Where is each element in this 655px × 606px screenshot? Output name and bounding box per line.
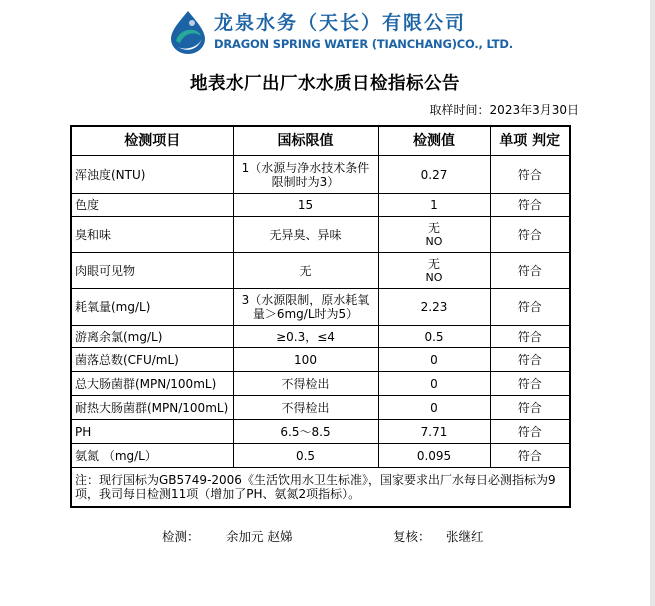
cell-value-secondary: NO: [425, 235, 443, 248]
water-quality-table: [70, 125, 571, 508]
header-result: 单项 判定: [490, 126, 570, 156]
table-row: [71, 326, 570, 348]
table-row: [71, 194, 570, 217]
cell-item: 氨氮 （mg/L）: [71, 444, 233, 468]
table-row: [71, 444, 570, 468]
cell-limit: 100: [233, 348, 378, 372]
cell-value: 0.5: [378, 326, 490, 348]
cell-value: 0: [378, 348, 490, 372]
cell-limit: 不得检出: [233, 372, 378, 396]
table-row: [71, 289, 570, 326]
reviewer-name: 张继红: [446, 529, 484, 544]
cell-item: 菌落总数(CFU/mL): [71, 348, 233, 372]
company-name-en: DRAGON SPRING WATER (TIANCHANG)CO., LTD.: [214, 37, 513, 51]
cell-limit: 1（水源与净水技术条件限制时为3）: [233, 156, 378, 194]
cell-result: 符合: [490, 156, 570, 194]
cell-limit: ≥0.3，≤4: [233, 326, 378, 348]
cell-item: 臭和味: [71, 217, 233, 253]
cell-limit: 0.5: [233, 444, 378, 468]
cell-item: 游离余氯(mg/L): [71, 326, 233, 348]
cell-value: 0.27: [378, 156, 490, 194]
table-row: [71, 348, 570, 372]
header-value: 检测值: [378, 126, 490, 156]
table-row: [71, 396, 570, 420]
cell-limit: 不得检出: [233, 396, 378, 420]
cell-result: 符合: [490, 444, 570, 468]
sample-date: 取样时间：2023年3月30日: [429, 103, 579, 117]
header-item: 检测项目: [71, 126, 233, 156]
cell-result: 符合: [490, 396, 570, 420]
cell-limit: 3（水源限制，原水耗氧量＞6mg/L时为5）: [233, 289, 378, 326]
cell-item: 总大肠菌群(MPN/100mL): [71, 372, 233, 396]
cell-item: 浑浊度(NTU): [71, 156, 233, 194]
review-label: 复核：: [393, 529, 431, 544]
page-edge: [650, 0, 655, 606]
cell-limit: 6.5～8.5: [233, 420, 378, 444]
cell-limit: 无: [233, 253, 378, 289]
table-note: 注：现行国标为GB5749-2006《生活饮用水卫生标准》，国家要求出厂水每日必测指标为9项，我司每日检测11项（增加了PH、氨氮2项指标）。: [71, 468, 570, 508]
cell-item: 耐热大肠菌群(MPN/100mL): [71, 396, 233, 420]
cell-value: [378, 253, 490, 289]
cell-result: 符合: [490, 372, 570, 396]
cell-result: 符合: [490, 253, 570, 289]
cell-result: 符合: [490, 326, 570, 348]
cell-limit: 15: [233, 194, 378, 217]
table-row: [71, 372, 570, 396]
cell-item: PH: [71, 420, 233, 444]
cell-value-main: 无: [427, 221, 440, 235]
cell-result: 符合: [490, 289, 570, 326]
cell-value: 0.095: [378, 444, 490, 468]
cell-value: 2.23: [378, 289, 490, 326]
cell-value: 1: [378, 194, 490, 217]
company-header: [168, 8, 513, 56]
water-drop-swirl-logo-icon: [168, 9, 208, 55]
table-row: [71, 253, 570, 289]
document-title: 地表水厂出厂水水质日检指标公告: [190, 74, 460, 94]
table-note-row: [71, 468, 570, 508]
cell-value-secondary: NO: [425, 271, 443, 284]
cell-value: 0: [378, 396, 490, 420]
table-header-row: [71, 126, 570, 156]
company-name-cn: 龙泉水务（天长）有限公司: [214, 12, 467, 34]
header-limit: 国标限值: [233, 126, 378, 156]
cell-value: [378, 217, 490, 253]
inspector-names: 余加元 赵娣: [226, 529, 293, 544]
table-row: [71, 217, 570, 253]
table-row: [71, 156, 570, 194]
inspect-label: 检测：: [162, 529, 200, 544]
cell-value-main: 无: [427, 257, 440, 271]
table-row: [71, 420, 570, 444]
cell-value: 7.71: [378, 420, 490, 444]
cell-result: 符合: [490, 420, 570, 444]
cell-item: 肉眼可见物: [71, 253, 233, 289]
cell-result: 符合: [490, 348, 570, 372]
cell-value: 0: [378, 372, 490, 396]
cell-item: 色度: [71, 194, 233, 217]
cell-limit: 无异臭、异味: [233, 217, 378, 253]
cell-result: 符合: [490, 194, 570, 217]
cell-result: 符合: [490, 217, 570, 253]
cell-item: 耗氧量(mg/L): [71, 289, 233, 326]
